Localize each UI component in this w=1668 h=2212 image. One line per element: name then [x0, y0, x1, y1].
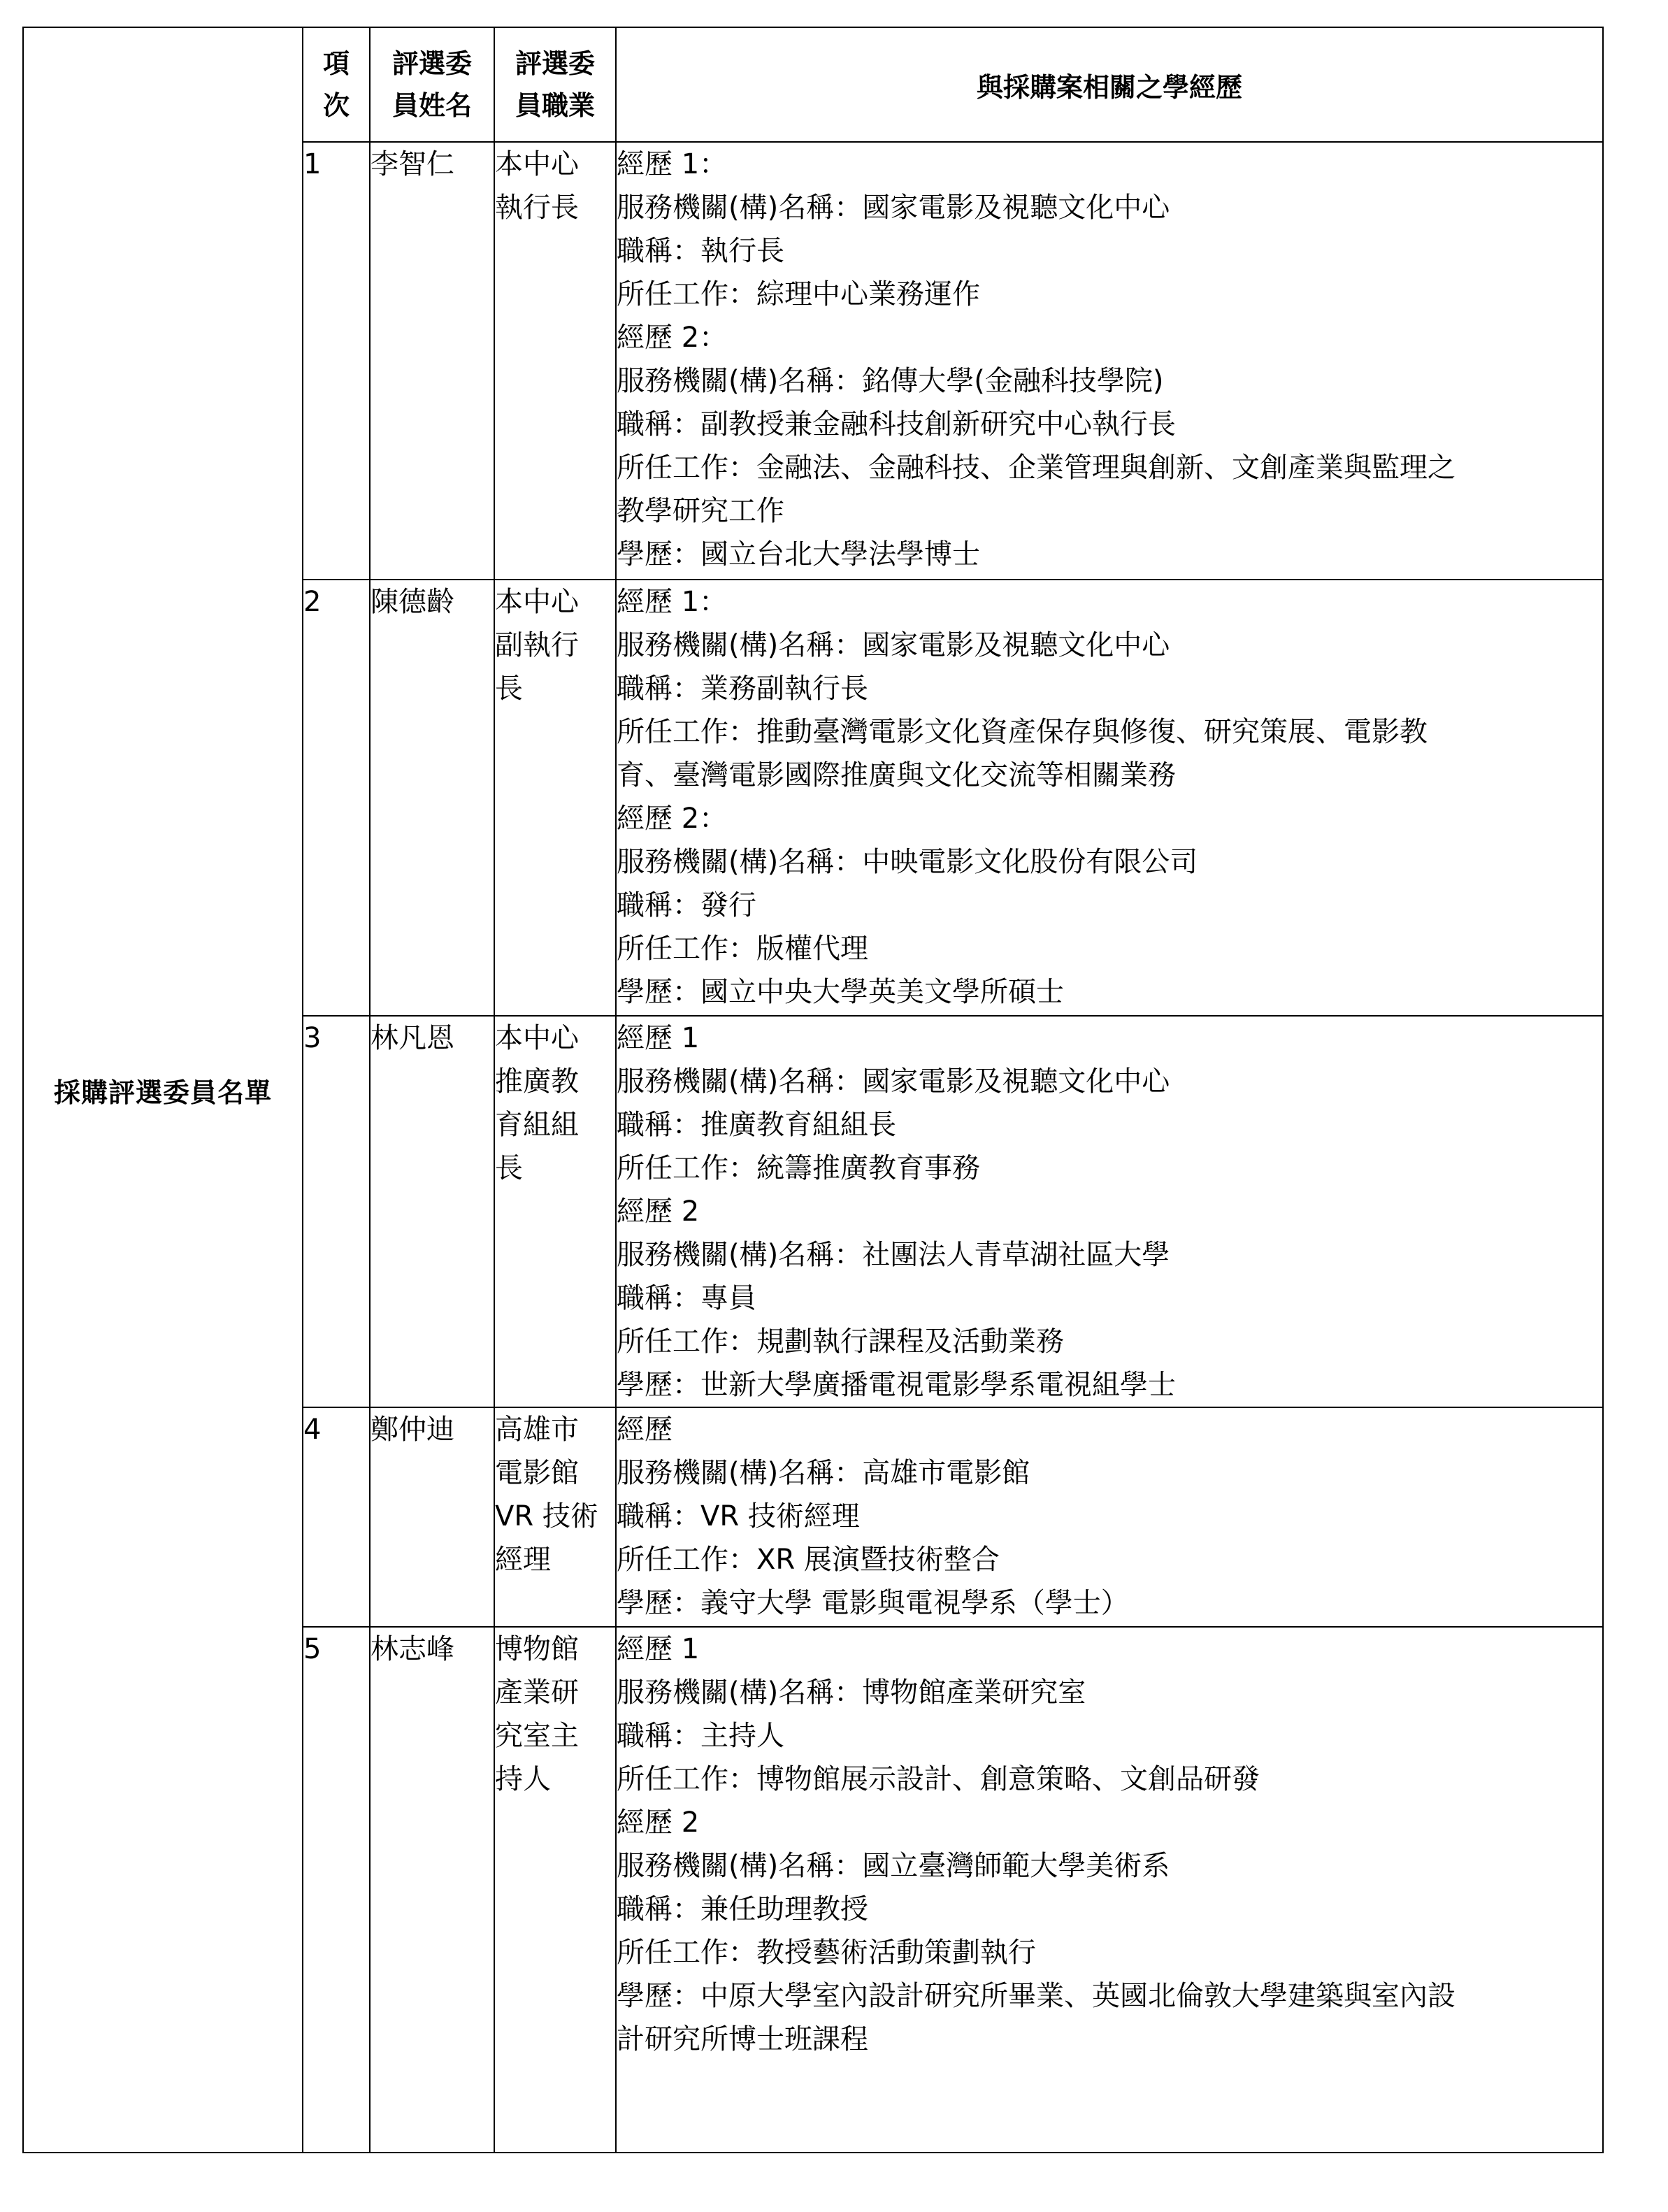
row-name: 陳德齡: [370, 580, 494, 1016]
experience-line: 所任工作：博物館展示設計、創意策略、文創品研發: [617, 1763, 1260, 1795]
row-name: 林凡恩: [370, 1016, 494, 1407]
row-experience: [616, 142, 1603, 580]
side-title: 採購評選委員名單: [23, 27, 303, 2153]
experience-line: 服務機關(構)名稱：國家電影及視聽文化中心: [617, 629, 1170, 661]
row-job: 高雄市 電影館 VR 技術 經理: [494, 1407, 616, 1627]
row-no: 5: [303, 1627, 370, 2153]
row-name: 鄭仲迪: [370, 1407, 494, 1627]
row-experience: [616, 1407, 1603, 1627]
row-experience: [616, 580, 1603, 1016]
experience-line: 計研究所博士班課程: [617, 2023, 868, 2055]
experience-line: 所任工作：教授藝術活動策劃執行: [617, 1937, 1036, 1969]
experience-line: 職稱：專員: [617, 1282, 756, 1314]
row-name: 李智仁: [370, 142, 494, 580]
experience-line: 經歷 1：: [617, 148, 728, 180]
row-job: 本中心 推廣教 育組組 長: [494, 1016, 616, 1407]
experience-line: 服務機關(構)名稱：銘傳大學(金融科技學院): [617, 365, 1164, 397]
experience-line: 服務機關(構)名稱：社團法人青草湖社區大學: [617, 1239, 1170, 1271]
experience-line: 所任工作：版權代理: [617, 933, 868, 965]
experience-line: 學歷：國立台北大學法學博士: [617, 538, 980, 570]
header-row: [23, 27, 1603, 142]
row-no: 4: [303, 1407, 370, 1627]
experience-line: 服務機關(構)名稱：博物館產業研究室: [617, 1676, 1086, 1709]
experience-line: 服務機關(構)名稱：國家電影及視聽文化中心: [617, 192, 1170, 224]
row-experience: [616, 1627, 1603, 2153]
experience-line: 服務機關(構)名稱：國家電影及視聽文化中心: [617, 1065, 1170, 1098]
experience-line: 服務機關(構)名稱：中映電影文化股份有限公司: [617, 846, 1198, 878]
committee-table: [22, 27, 1604, 2153]
experience-line: 學歷：世新大學廣播電視電影學系電視組學士: [617, 1369, 1176, 1401]
experience-line: 所任工作：XR 展演暨技術整合: [617, 1544, 1000, 1576]
experience-line: 職稱：執行長: [617, 235, 784, 267]
row-no: 3: [303, 1016, 370, 1407]
experience-line: 經歷 1: [617, 1022, 700, 1054]
experience-line: 學歷：中原大學室內設計研究所畢業、英國北倫敦大學建築與室內設: [617, 1980, 1455, 2012]
experience-line: 職稱：副教授兼金融科技創新研究中心執行長: [617, 408, 1176, 440]
header-no: 項 次: [303, 27, 370, 142]
experience-line: 教學研究工作: [617, 495, 784, 527]
header-job: 評選委 員職業: [494, 27, 616, 142]
experience-line: 所任工作：統籌推廣教育事務: [617, 1152, 980, 1184]
experience-line: 所任工作：推動臺灣電影文化資產保存與修復、研究策展、電影教: [617, 716, 1428, 748]
experience-line: 職稱：推廣教育組組長: [617, 1109, 896, 1141]
experience-line: 經歷 2：: [617, 322, 728, 354]
experience-line: 所任工作：金融法、金融科技、企業管理與創新、文創產業與監理之: [617, 452, 1455, 484]
experience-line: 經歷 1: [617, 1633, 700, 1665]
experience-line: 經歷 2：: [617, 803, 728, 835]
experience-line: 經歷 2: [617, 1807, 700, 1839]
experience-line: 職稱：發行: [617, 889, 756, 921]
row-job: 本中心 副執行 長: [494, 580, 616, 1016]
experience-line: 服務機關(構)名稱：高雄市電影館: [617, 1457, 1030, 1489]
experience-line: 育、臺灣電影國際推廣與文化交流等相關業務: [617, 759, 1176, 791]
experience-line: 經歷 1：: [617, 586, 728, 618]
header-name: 評選委 員姓名: [370, 27, 494, 142]
experience-line: 職稱：VR 技術經理: [617, 1500, 860, 1532]
experience-line: 職稱：業務副執行長: [617, 673, 868, 705]
experience-line: 經歷 2: [617, 1195, 700, 1228]
header-experience: 與採購案相關之學經歷: [616, 27, 1603, 142]
row-job: 博物館 產業研 究室主 持人: [494, 1627, 616, 2153]
row-name: 林志峰: [370, 1627, 494, 2153]
experience-line: 所任工作：綜理中心業務運作: [617, 278, 980, 310]
experience-line: 經歷: [617, 1414, 673, 1446]
row-job: 本中心 執行長: [494, 142, 616, 580]
row-no: 2: [303, 580, 370, 1016]
experience-line: 學歷：義守大學 電影與電視學系（學士）: [617, 1587, 1129, 1619]
row-experience: [616, 1016, 1603, 1407]
experience-line: 職稱：主持人: [617, 1720, 784, 1752]
experience-line: 服務機關(構)名稱：國立臺灣師範大學美術系: [617, 1850, 1170, 1882]
experience-line: 職稱：兼任助理教授: [617, 1893, 868, 1925]
experience-line: 所任工作：規劃執行課程及活動業務: [617, 1326, 1064, 1358]
row-no: 1: [303, 142, 370, 580]
experience-line: 學歷：國立中央大學英美文學所碩士: [617, 976, 1064, 1008]
